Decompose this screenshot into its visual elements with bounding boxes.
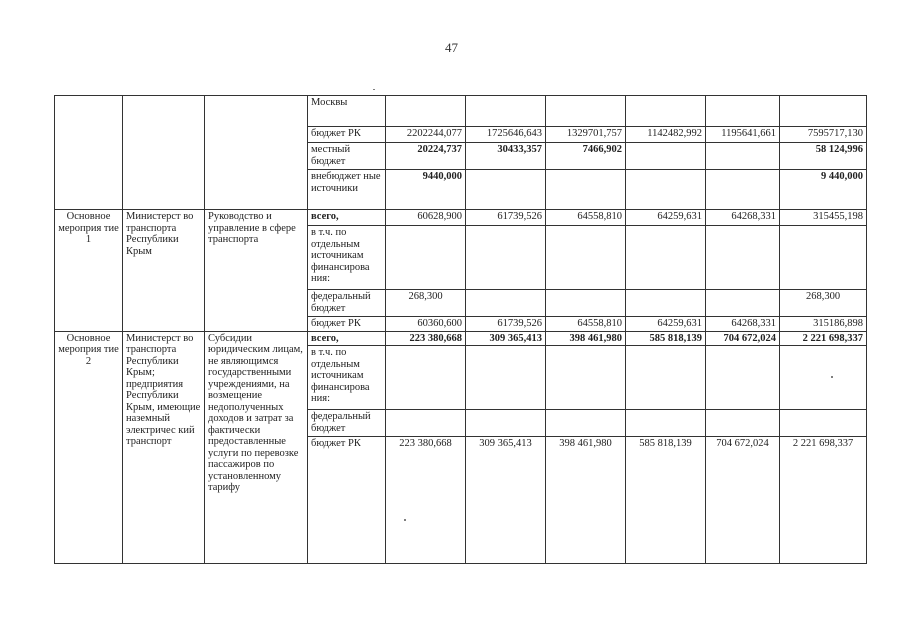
value-cell: 1195641,661 <box>706 127 780 143</box>
value-cell <box>780 96 867 127</box>
value-cell: 9 440,000 <box>780 170 867 210</box>
value-cell: 64268,331 <box>706 210 780 226</box>
value-cell: 64558,810 <box>546 317 626 332</box>
value-cell <box>706 96 780 127</box>
value-cell: 704 672,024 <box>706 437 780 564</box>
scan-speck <box>373 89 375 90</box>
source-cell: Москвы <box>308 96 386 127</box>
value-cell <box>546 346 626 410</box>
value-cell <box>466 290 546 317</box>
value-cell: 309 365,413 <box>466 331 546 346</box>
value-cell <box>386 346 466 410</box>
table-row <box>55 96 867 127</box>
value-cell <box>706 410 780 437</box>
description-cell-empty <box>205 96 308 210</box>
value-cell: 64268,331 <box>706 317 780 332</box>
value-cell <box>706 170 780 210</box>
source-cell: в т.ч. по отдельным источникам финансирова ния: <box>308 226 386 290</box>
budget-table <box>54 95 867 564</box>
value-cell <box>626 96 706 127</box>
source-cell: местный бюджет <box>308 143 386 170</box>
value-cell <box>546 226 626 290</box>
value-cell <box>626 170 706 210</box>
value-cell: 223 380,668 <box>386 437 466 564</box>
value-cell: 2 221 698,337 <box>780 437 867 564</box>
table-row <box>55 331 867 346</box>
source-cell: в т.ч. по отдельным источникам финансирова ния: <box>308 346 386 410</box>
value-cell: 2 221 698,337 <box>780 331 867 346</box>
value-cell <box>386 96 466 127</box>
value-cell: 268,300 <box>386 290 466 317</box>
event-cell-empty <box>55 96 123 210</box>
value-cell: 398 461,980 <box>546 331 626 346</box>
executor-cell-empty <box>123 96 205 210</box>
value-cell <box>626 226 706 290</box>
source-cell: бюджет РК <box>308 127 386 143</box>
value-cell <box>466 410 546 437</box>
value-cell <box>706 226 780 290</box>
value-cell: 398 461,980 <box>546 437 626 564</box>
value-cell: 20224,737 <box>386 143 466 170</box>
scan-speck <box>404 519 406 521</box>
value-cell: 58 124,996 <box>780 143 867 170</box>
value-cell: 64259,631 <box>626 210 706 226</box>
value-cell <box>780 410 867 437</box>
value-cell <box>466 170 546 210</box>
value-cell: 585 818,139 <box>626 331 706 346</box>
scan-speck <box>831 376 833 378</box>
value-cell <box>546 290 626 317</box>
source-cell: внебюджет ные источники <box>308 170 386 210</box>
value-cell <box>780 226 867 290</box>
table-row <box>55 210 867 226</box>
value-cell <box>386 226 466 290</box>
value-cell: 704 672,024 <box>706 331 780 346</box>
value-cell <box>706 143 780 170</box>
value-cell: 61739,526 <box>466 210 546 226</box>
value-cell <box>546 170 626 210</box>
value-cell: 1329701,757 <box>546 127 626 143</box>
value-cell: 1725646,643 <box>466 127 546 143</box>
value-cell: 64259,631 <box>626 317 706 332</box>
value-cell: 61739,526 <box>466 317 546 332</box>
value-cell: 64558,810 <box>546 210 626 226</box>
description-cell: Субсидии юридическим лицам, не являющимся государственными учреждениями, на возмещение недополученных доходов и затрат за фактически предоставленные услуги по перевозке пассажиров по установленному тарифу <box>205 331 308 564</box>
value-cell: 7466,902 <box>546 143 626 170</box>
executor-cell: Министерст во транспорта Республики Крым; предприятия Республики Крым, имеющие наземный электричес кий транспорт <box>123 331 205 564</box>
value-cell: 7595717,130 <box>780 127 867 143</box>
value-cell <box>626 346 706 410</box>
value-cell <box>386 410 466 437</box>
value-cell: 315455,198 <box>780 210 867 226</box>
value-cell: 309 365,413 <box>466 437 546 564</box>
source-cell: всего, <box>308 210 386 226</box>
value-cell: 1142482,992 <box>626 127 706 143</box>
value-cell <box>546 96 626 127</box>
value-cell: 223 380,668 <box>386 331 466 346</box>
description-cell: Руководство и управление в сфере транспорта <box>205 210 308 332</box>
page-number: 47 <box>445 40 458 55</box>
value-cell: 2202244,077 <box>386 127 466 143</box>
value-cell: 315186,898 <box>780 317 867 332</box>
value-cell: 268,300 <box>780 290 867 317</box>
event-cell: Основное мероприя тие 2 <box>55 331 123 564</box>
value-cell <box>466 226 546 290</box>
executor-cell: Министерст во транспорта Республики Крым <box>123 210 205 332</box>
value-cell: 30433,357 <box>466 143 546 170</box>
value-cell <box>706 290 780 317</box>
value-cell <box>626 143 706 170</box>
value-cell <box>780 346 867 410</box>
source-cell: всего, <box>308 331 386 346</box>
value-cell <box>466 346 546 410</box>
value-cell <box>546 410 626 437</box>
source-cell: федеральный бюджет <box>308 410 386 437</box>
value-cell: 60628,900 <box>386 210 466 226</box>
source-cell: бюджет РК <box>308 317 386 332</box>
value-cell <box>466 96 546 127</box>
value-cell: 585 818,139 <box>626 437 706 564</box>
event-cell: Основное мероприя тие 1 <box>55 210 123 332</box>
value-cell <box>706 346 780 410</box>
value-cell <box>626 290 706 317</box>
source-cell: бюджет РК <box>308 437 386 564</box>
value-cell: 9440,000 <box>386 170 466 210</box>
value-cell <box>626 410 706 437</box>
value-cell: 60360,600 <box>386 317 466 332</box>
source-cell: федеральный бюджет <box>308 290 386 317</box>
